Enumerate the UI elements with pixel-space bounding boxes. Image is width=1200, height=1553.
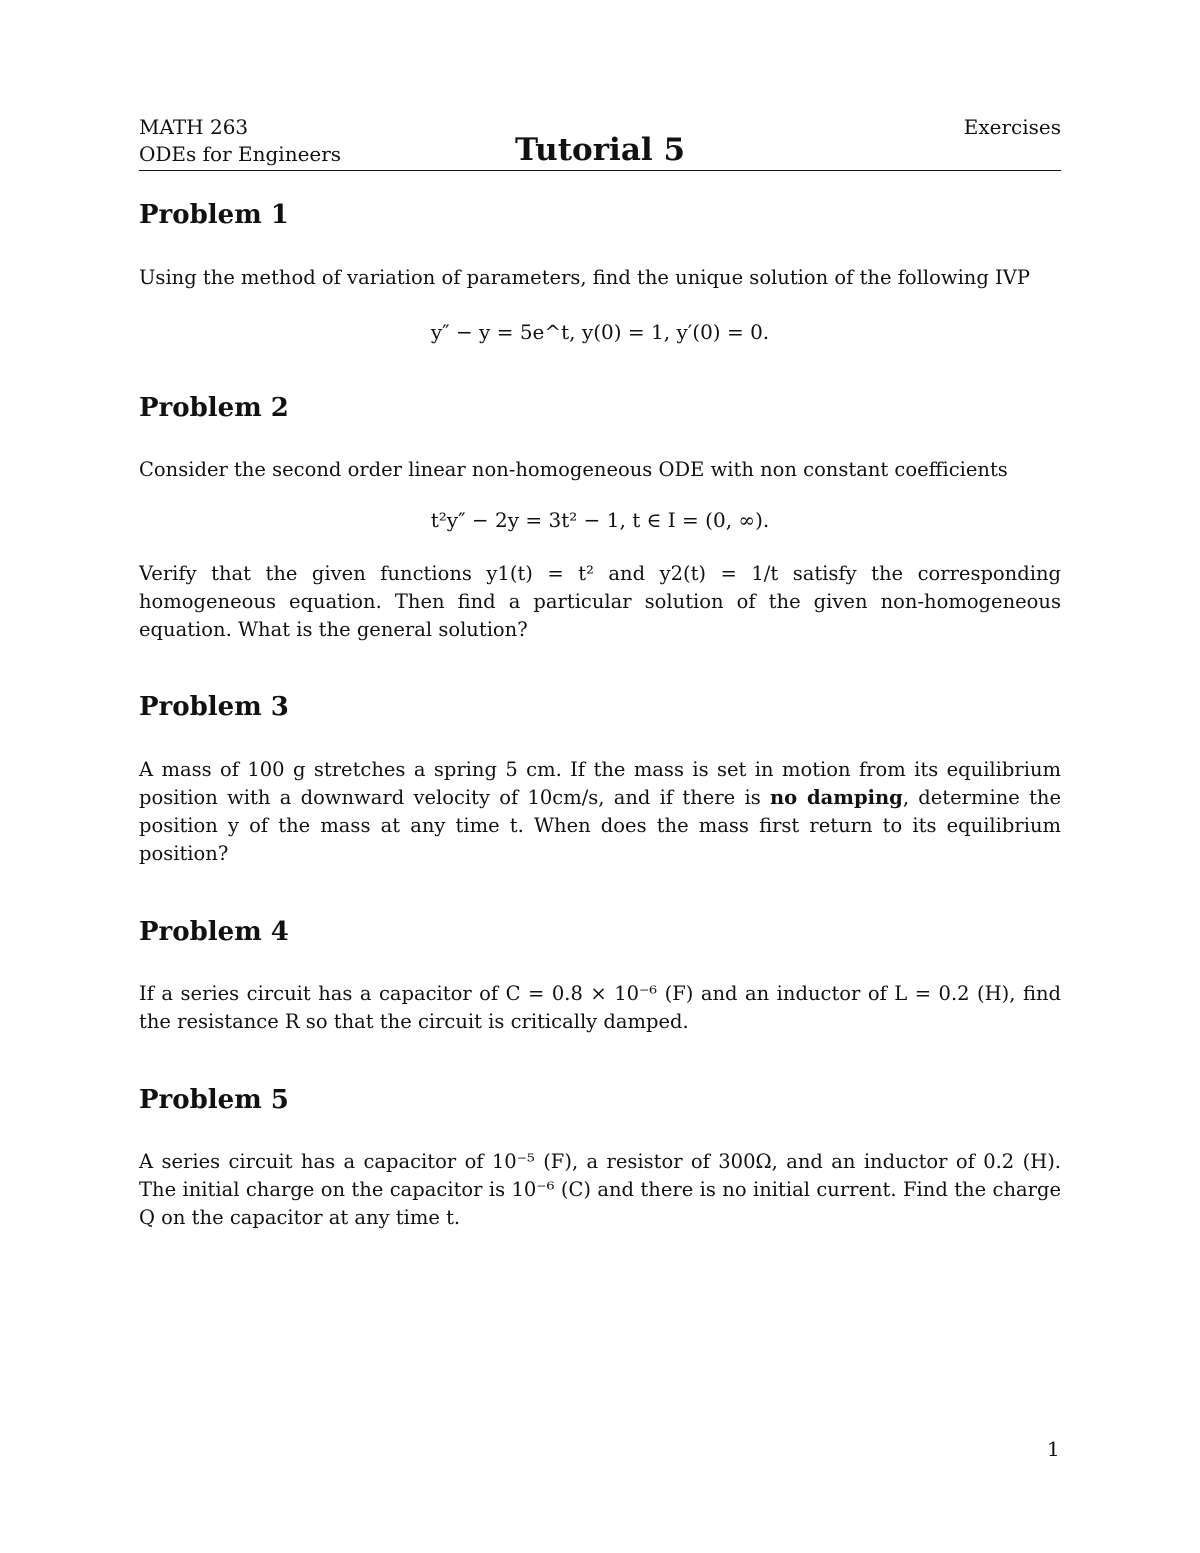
problem-4-heading: Problem 4 [139, 917, 289, 947]
problem-3-heading: Problem 3 [139, 692, 289, 722]
page-title: Tutorial 5 [514, 132, 686, 168]
problem-4-text: If a series circuit has a capacitor of C = 0.8 × 10⁻⁶ (F) and an inductor of L = 0.2 (H), find the resistance R so that the circuit is critically damped. [139, 982, 1061, 1033]
course-subtitle: ODEs for Engineers [139, 142, 342, 166]
problem-1-heading: Problem 1 [139, 200, 289, 230]
header-rule [139, 170, 1061, 171]
problem-2-equation: t²y″ − 2y = 3t² − 1, t ∈ I = (0, ∞). [430, 508, 770, 532]
problem-3-text [139, 756, 1061, 868]
problem-5-text: A series circuit has a capacitor of 10⁻⁵ (F), a resistor of 300Ω, and an inductor of 0.2 (H). The initial charge on the capacitor is 10⁻⁶ (C) and there is no initial current. Find the charge Q on the capacitor at any time t. [139, 1150, 1061, 1229]
page-number: 1 [1047, 1437, 1060, 1461]
problem-1-equation: y″ − y = 5e^t, y(0) = 1, y′(0) = 0. [430, 320, 770, 344]
problem-1-text: Using the method of variation of parameters, find the unique solution of the following IVP [139, 266, 1030, 289]
course-code: MATH 263 [139, 115, 249, 139]
problem-3-text-bold: no damping [770, 786, 903, 809]
problem-3-text-a: A mass of 100 g stretches a spring 5 cm. If the mass is set in motion from its equilibrium position with a downward velocity of 10cm/s, and if there is [139, 758, 1061, 809]
problem-2-text2: Verify that the given functions y1(t) = t² and y2(t) = 1/t satisfy the corresponding homogeneous equation. Then find a particular solution of the given non-homogeneous equation. What is the general solution? [139, 562, 1061, 641]
problem-2-heading: Problem 2 [139, 393, 289, 423]
problem-2-text: Consider the second order linear non-homogeneous ODE with non constant coefficients [139, 458, 1008, 481]
problem-5-heading: Problem 5 [139, 1085, 289, 1115]
problem-3-text-b: , determine the position y of the mass at any time t. When does the mass first return to its equilibrium position? [139, 786, 1062, 865]
header-right-label: Exercises [963, 115, 1061, 139]
